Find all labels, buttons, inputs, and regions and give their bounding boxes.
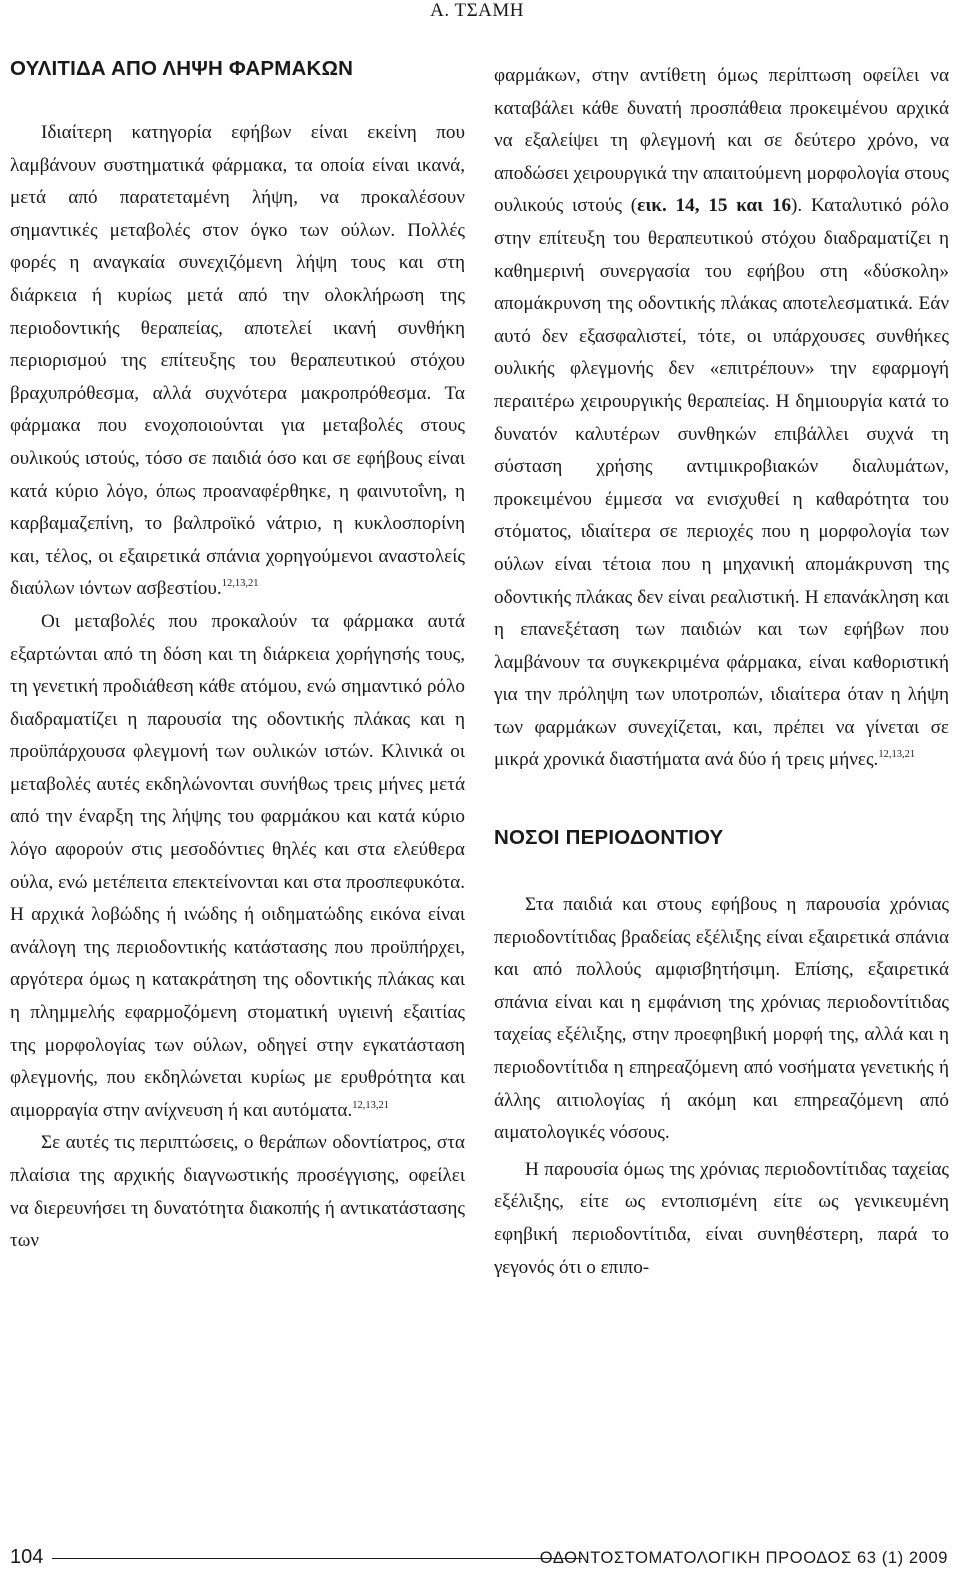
paragraph: Σε αυτές τις περιπτώσεις, ο θεράπων οδοντίατρος, στα πλαίσια της αρχικής διαγνωστικής προσέγγισης, οφείλει να διερευνήσει τη δυνατότητα διακοπής ή αντικατάστασης των (10, 1132, 465, 1252)
paragraph (10, 117, 465, 606)
page-number: 104 (10, 1546, 44, 1568)
paragraph-text: Οι μεταβολές που προκαλούν τα φάρμακα αυτά εξαρτώνται από τη δόση και τη διάρκεια χορήγησής τους, τη γενετική προδιάθεση κάθε ατόμου, ενώ σημαντικό ρόλο διαδραματίζει η παρουσία της οδοντικής πλάκας και η προϋπάρχουσα φλεγμονή των ουλικών ιστών. Κλινικά οι μεταβολές αυτές εκδηλώνονται συνήθως τρεις μήνες μετά από την έναρξη της λήψης του φαρμάκου και κατά κύριο λόγο αφορούν στις μεσοδόντιες θηλές και στα ελεύθερα ούλα, ενώ μετέπειτα επεκτείνονται και στα προσπεφυκότα. Η αρχικά λοβώδης ή ινώδης ή οιδηματώδης εικόνα είναι ανάλογη της περιοδοντικής κατάστασης που προϋπήρχει, αργότερα όμως η κατακράτηση της οδοντικής πλάκας και η πλημμελής εφαρμοζόμενη στοματική υγιεινή εξαιτίας της μορφολογίας των ούλων, οδηγεί στην εγκατάσταση φλεγμονής, που εκδηλώνεται κυρίως με ερυθρότητα και αιμορραγία στην ανίχνευση ή και αυτόματα. (10, 610, 465, 1121)
running-head: Α. ΤΣΑΜΗ (430, 0, 524, 21)
reference-superscript: 12,13,21 (221, 578, 259, 590)
footer-divider (52, 1558, 582, 1559)
figure-reference: εικ. 14, 15 και 16 (637, 195, 792, 217)
reference-superscript: 12,13,21 (878, 749, 916, 761)
section-heading-drug-gingivitis: ΟΥΛΙΤΙΔΑ ΑΠΟ ΛΗΨΗ ΦΑΡΜΑΚΩΝ (10, 57, 354, 80)
paragraph-text: ). Καταλυτικό ρόλο στην επίτευξη του θεραπευτικού στόχου διαδραματίζει η καθημερινή συνεργασία του εφήβου στη «δύσκολη» απομάκρυνση της οδοντικής πλάκας αποτελεσματικά. Εάν αυτό δεν εξασφαλιστεί, τότε, οι υπάρχουσες συνθήκες ουλικής φλεγμονής δεν «επιτρέπουν» την εφαρμογή περαιτέρω χειρουργικής θεραπείας. Η δημιουργία κατά το δυνατόν καλυτέρων συνθηκών επιβάλλει συχνά τη σύσταση χρήσης αντιμικροβιακών διαλυμάτων, προκειμένου έμμεσα να ενισχυθεί η καθαρότητα του στόματος, ιδιαίτερα σε περιοχές που η μορφολογία των ούλων είναι τέτοια που η μηχανική απομάκρυνση της οδοντικής πλάκας δεν είναι ρεαλιστική. Η επανάκληση και η επανεξέταση των παιδιών και των εφήβων που λαμβάνουν τα συγκεκριμένα φάρμακα, είναι καθοριστική για την πρόληψη των υποτροπών, ιδιαίτερα όταν η λήψη των φαρμάκων συνεχίζεται, και, πρέπει να γίνεται σε μικρά χρονικά διαστήματα ανά δύο ή τρεις μήνες. (494, 195, 950, 771)
paragraph: Στα παιδιά και στους εφήβους η παρουσία χρόνιας περιοδοντίτιδας βραδείας εξέλιξης είναι εξαιρετικά σπάνια και από πολλούς αμφισβητήσιμη. Επίσης, εξαιρετικά σπάνια είναι και η εμφάνιση της χρόνιας περιοδοντίτιδας ταχείας εξέλιξης, στην προεφηβική μορφή της, αλλά και η περιοδοντίτιδα η επηρεαζόμενη από νοσήματα γενετικής ή άλλης αιτιολογίας ή ακόμη και επηρεαζόμενη από αιματολογικές νόσους. (494, 894, 949, 1144)
paragraph (10, 606, 465, 1128)
left-column (10, 56, 465, 1258)
right-column (494, 60, 949, 1284)
paragraph: Η παρουσία όμως της χρόνιας περιοδοντίτιδας ταχείας εξέλιξης, είτε ως εντοπισμένη είτε ως γενικευμένη εφηβική περιοδοντίτιδα, είναι συνηθέστερη, παρά το γεγονός ότι ο επιπο- (494, 1158, 949, 1278)
paragraph (494, 60, 949, 777)
paragraph-text: Ιδιαίτερη κατηγορία εφήβων είναι εκείνη που λαμβάνουν συστηματικά φάρμακα, τα οποία είναι ικανά, μετά από παρατεταμένη λήψη, να προκαλέσουν σημαντικές μεταβολές στον όγκο των ούλων. Πολλές φορές η αναγκαία συνεχιζόμενη λήψη τους και στη διάρκεια ή κυρίως μετά από την ολοκλήρωση της περιοδοντικής θεραπείας, αποτελεί ικανή συνθήκη περιορισμού της επίτευξης του θεραπευτικού στόχου βραχυπρόθεσμα, αλλά συχνότερα μακροπρόθεσμα. Τα φάρμακα που ενοχοποιούνται για μεταβολές στους ουλικούς ιστούς, τόσο σε παιδιά όσο και σε εφήβους είναι κατά κύριο λόγο, όπως προαναφέρθηκε, η φαινυτοΐνη, η καρβαμαζεπίνη, το βαλπροϊκό νάτριο, η κυκλοσπορίνη και, τέλος, οι εξαιρετικά σπάνια χορηγούμενοι αναστολείς διαύλων ιόντων ασβεστίου. (10, 122, 465, 600)
section-heading-periodontal-diseases: ΝΟΣΟΙ ΠΕΡΙΟΔΟΝΤΙΟΥ (494, 826, 724, 850)
journal-title: ΟΔΟΝΤΟΣΤΟΜΑΤΟΛΟΓΙΚΗ ΠΡΟΟΔΟΣ 63 (1) 2009 (539, 1549, 948, 1567)
paragraph-text: φαρμάκων, στην αντίθετη όμως περίπτωση οφείλει να καταβάλει κάθε δυνατή προσπάθεια προκειμένου αρχικά να εξαλείψει τη φλεγμονή και σε δεύτερο χρόνο, να αποδώσει χειρουργικά την απαιτούμενη μορφολογία στους ουλικούς ιστούς ( (494, 65, 949, 217)
page-footer (0, 1544, 960, 1572)
reference-superscript: 12,13,21 (352, 1099, 390, 1111)
